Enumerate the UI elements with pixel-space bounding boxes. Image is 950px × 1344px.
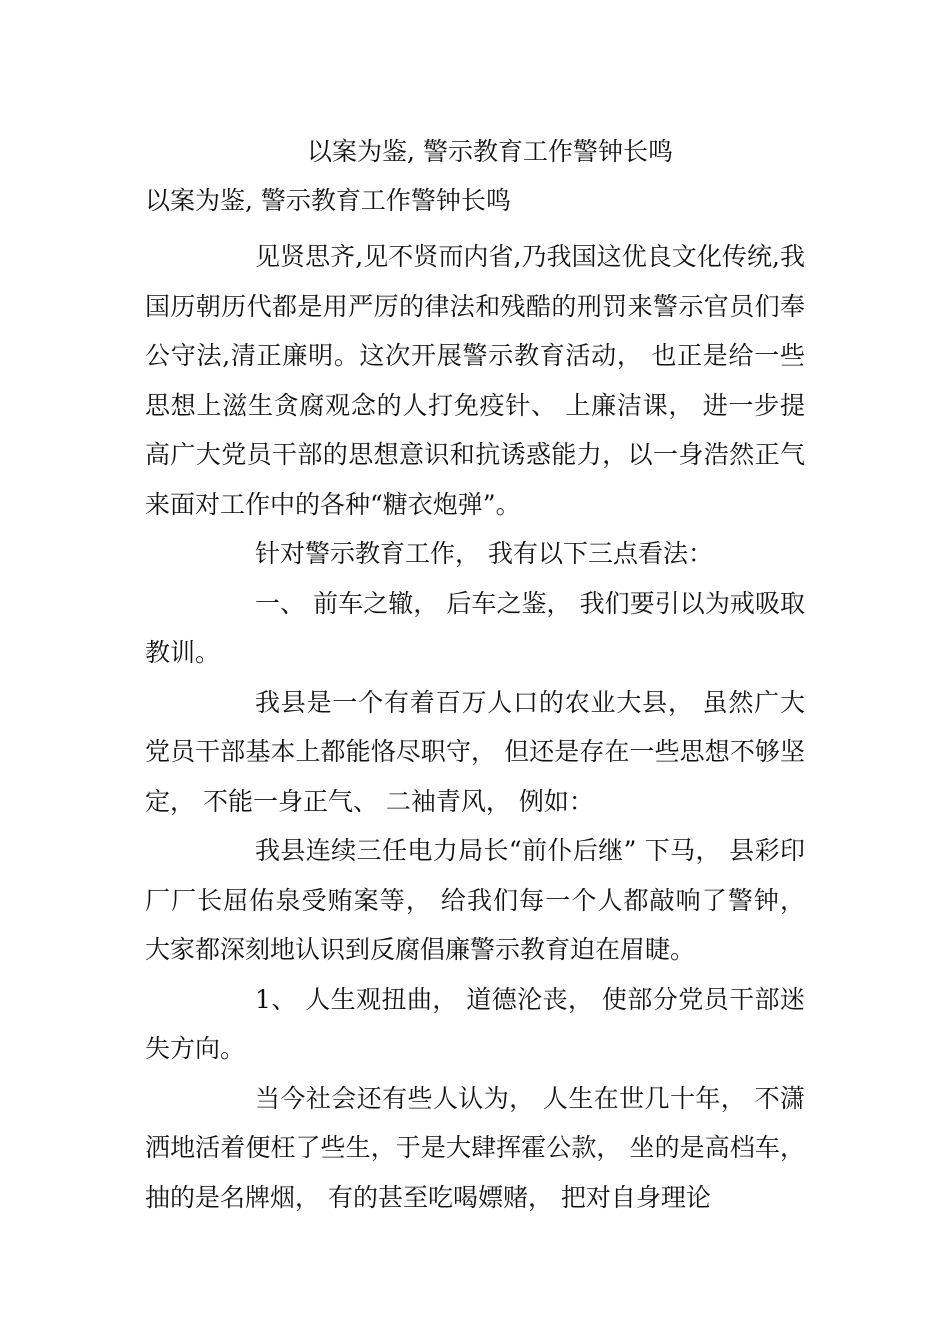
paragraph-intro: 见贤思齐,见不贤而内省,乃我国这优良文化传统,我国历朝历代都是用严厉的律法和残酷的刑罚来警示官员们奉公守法,清正廉明。这次开展警示教育活动， 也正是给一些思想上滋生贪腐观念的人打免疫针、 上廉洁课， 进一步提高广大党员干部的思想意识和抗诱惑能力，以一身浩然正气来面对工作中的各种“糖衣炮弹”。 [145, 242, 805, 519]
paragraph-point-one: 一、 前车之辙， 后车之鉴， 我们要引以为戒吸取教训。 [145, 588, 805, 667]
paragraph-cases: 我县连续三任电力局长“前仆后继” 下马， 县彩印厂厂长屈佑泉受贿案等， 给我们每一个人都敲响了警钟， 大家都深刻地认识到反腐倡廉警示教育迫在眉睫。 [145, 836, 805, 964]
paragraph-county: 我县是一个有着百万人口的农业大县， 虽然广大党员干部基本上都能恪尽职守， 但还是存在一些思想不够坚定， 不能一身正气、 二袖青风， 例如： [145, 687, 805, 816]
document-body [145, 232, 805, 1222]
document-title: 以案为鉴, 警示教育工作警钟长鸣 [307, 137, 673, 166]
document-subtitle: 以案为鉴, 警示教育工作警钟长鸣 [145, 186, 511, 215]
paragraph-views: 针对警示教育工作， 我有以下三点看法： [255, 539, 713, 568]
paragraph-sub-point-one: 1、 人生观扭曲， 道德沦丧， 使部分党员干部迷失方向。 [145, 984, 805, 1063]
paragraph-society: 当今社会还有些人认为， 人生在世几十年， 不潇洒地活着便枉了些生，于是大肆挥霍公款， 坐的是高档车， 抽的是名牌烟， 有的甚至吃喝嫖赌， 把对自身理论 [145, 1083, 805, 1212]
